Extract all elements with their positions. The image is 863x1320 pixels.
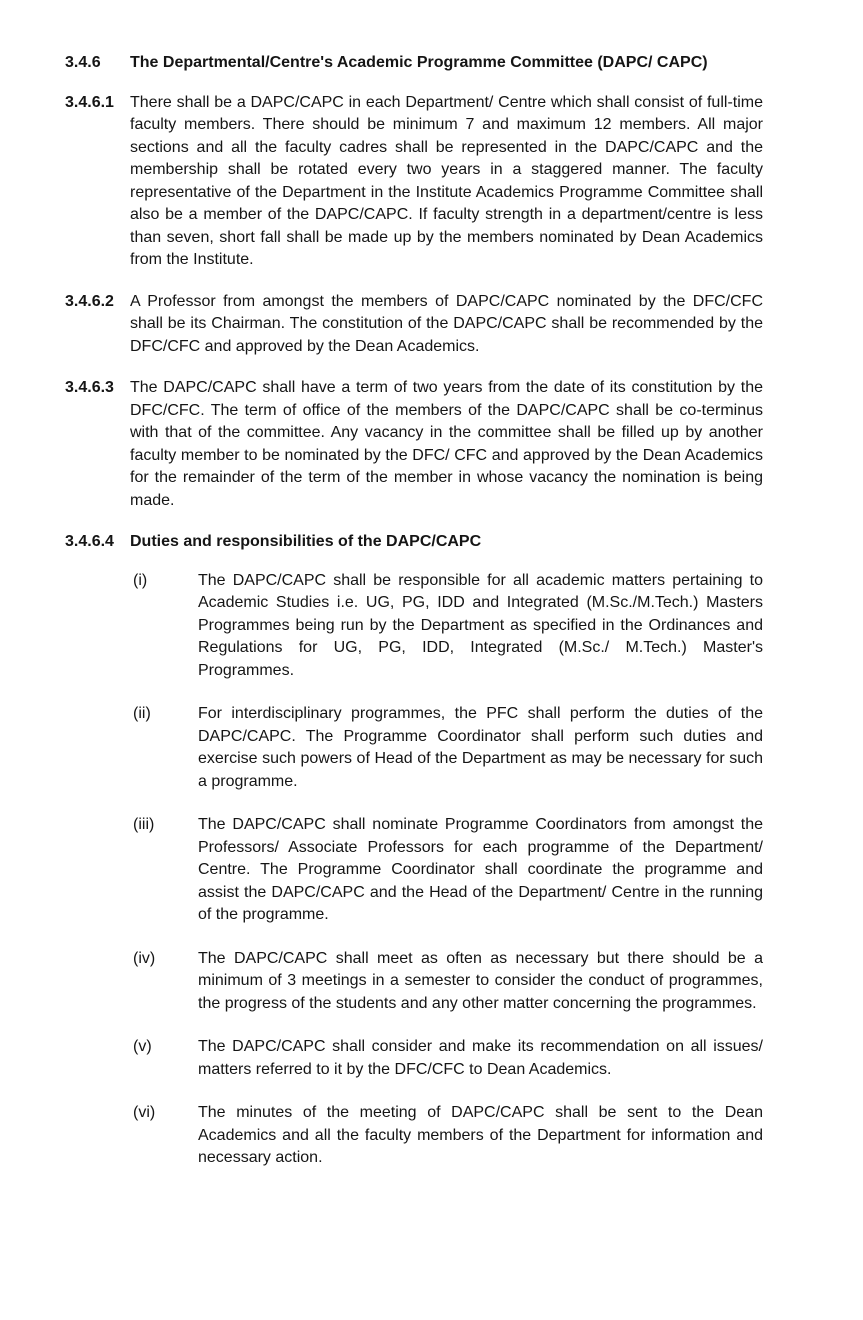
list-item xyxy=(133,1102,763,1170)
sub-section-heading-number: 3.4.6.4 xyxy=(65,533,114,550)
list-item-label: (v) xyxy=(133,1038,152,1055)
sub-section-heading-title: Duties and responsibilities of the DAPC/CAPC xyxy=(130,533,482,550)
list-item xyxy=(133,703,763,793)
list-item-text: The minutes of the meeting of DAPC/CAPC shall be sent to the Dean Academics and all the faculty members of the Department for information and necessary action. xyxy=(198,1104,763,1166)
list-item-text: The DAPC/CAPC shall meet as often as necessary but there should be a minimum of 3 meetings in a semester to consider the conduct of programmes, the progress of the students and any other matter concerning the programmes. xyxy=(198,949,763,1012)
list-item xyxy=(133,814,763,927)
list-item-label: (ii) xyxy=(133,705,151,722)
list-item-label: (i) xyxy=(133,571,148,589)
list-item-text: The DAPC/CAPC shall be responsible for all academic matters pertaining to Academic Studies i.e. UG, PG, IDD and Integrated (M.Sc./M.Tech.) Masters Programmes being run by the Department as specified in the Ordinances and Regulations for UG, PG, IDD, Integrated (M.Sc./ M.Tech.) Master's Programmes. xyxy=(198,571,763,679)
section-heading-number: 3.4.6 xyxy=(65,54,101,71)
paragraph xyxy=(65,92,763,272)
paragraph xyxy=(65,377,763,512)
paragraph-number: 3.4.6.1 xyxy=(65,93,114,111)
paragraph-text: The DAPC/CAPC shall have a term of two years from the date of its constitution by the DFC/CFC. The term of office of the members of the DAPC/CAPC shall be co-terminus with that of the committee. Any vacancy in the committee shall be filled up by another faculty member to be nominated by the DFC/ CFC and approved by the Dean Academics for the remainder of the term of the member in whose vacancy the nomination is being made. xyxy=(130,379,763,509)
paragraph-number: 3.4.6.2 xyxy=(65,292,114,310)
list-item xyxy=(133,570,763,683)
list-item-label: (iv) xyxy=(133,949,156,967)
paragraph-number: 3.4.6.3 xyxy=(65,379,114,396)
paragraph xyxy=(65,291,763,359)
list-item-label: (vi) xyxy=(133,1104,156,1121)
paragraph-text: A Professor from amongst the members of DAPC/CAPC nominated by the DFC/CFC shall be its Chairman. The constitution of the DAPC/CAPC shall be recommended by the DFC/CFC and approved by the Dean Academics. xyxy=(130,292,763,355)
duties-list xyxy=(133,570,763,1170)
list-item-text: For interdisciplinary programmes, the PFC shall perform the duties of the DAPC/CAPC. The Programme Coordinator shall perform such duties and exercise such powers of Head of the Department as may be necessary for such a programme. xyxy=(198,705,763,790)
list-item xyxy=(133,948,763,1016)
sub-section-heading xyxy=(65,531,763,554)
section-heading xyxy=(65,52,763,75)
list-item-text: The DAPC/CAPC shall nominate Programme Coordinators from amongst the Professors/ Associate Professors for each programme of the Department/ Centre. The Programme Coordinator shall coordinate the programme and assist the DAPC/CAPC and the Head of the Department/ Centre in the running of the programme. xyxy=(198,816,763,923)
list-item-text: The DAPC/CAPC shall consider and make its recommendation on all issues/ matters referred to it by the DFC/CFC to Dean Academics. xyxy=(198,1038,763,1078)
list-item-label: (iii) xyxy=(133,816,155,833)
section-heading-title: The Departmental/Centre's Academic Programme Committee (DAPC/ CAPC) xyxy=(130,54,708,71)
paragraph-text: There shall be a DAPC/CAPC in each Department/ Centre which shall consist of full-time faculty members. There should be minimum 7 and maximum 12 members. All major sections and all the faculty cadres shall be represented in the DAPC/CAPC and the membership shall be rotated every two years in a staggered manner. The faculty representative of the Department in the Institute Academics Programme Committee shall also be a member of the DAPC/CAPC. If faculty strength in a department/centre is less than seven, short fall shall be made up by the members nominated by Dean Academics from the Institute. xyxy=(130,93,763,268)
list-item xyxy=(133,1036,763,1081)
